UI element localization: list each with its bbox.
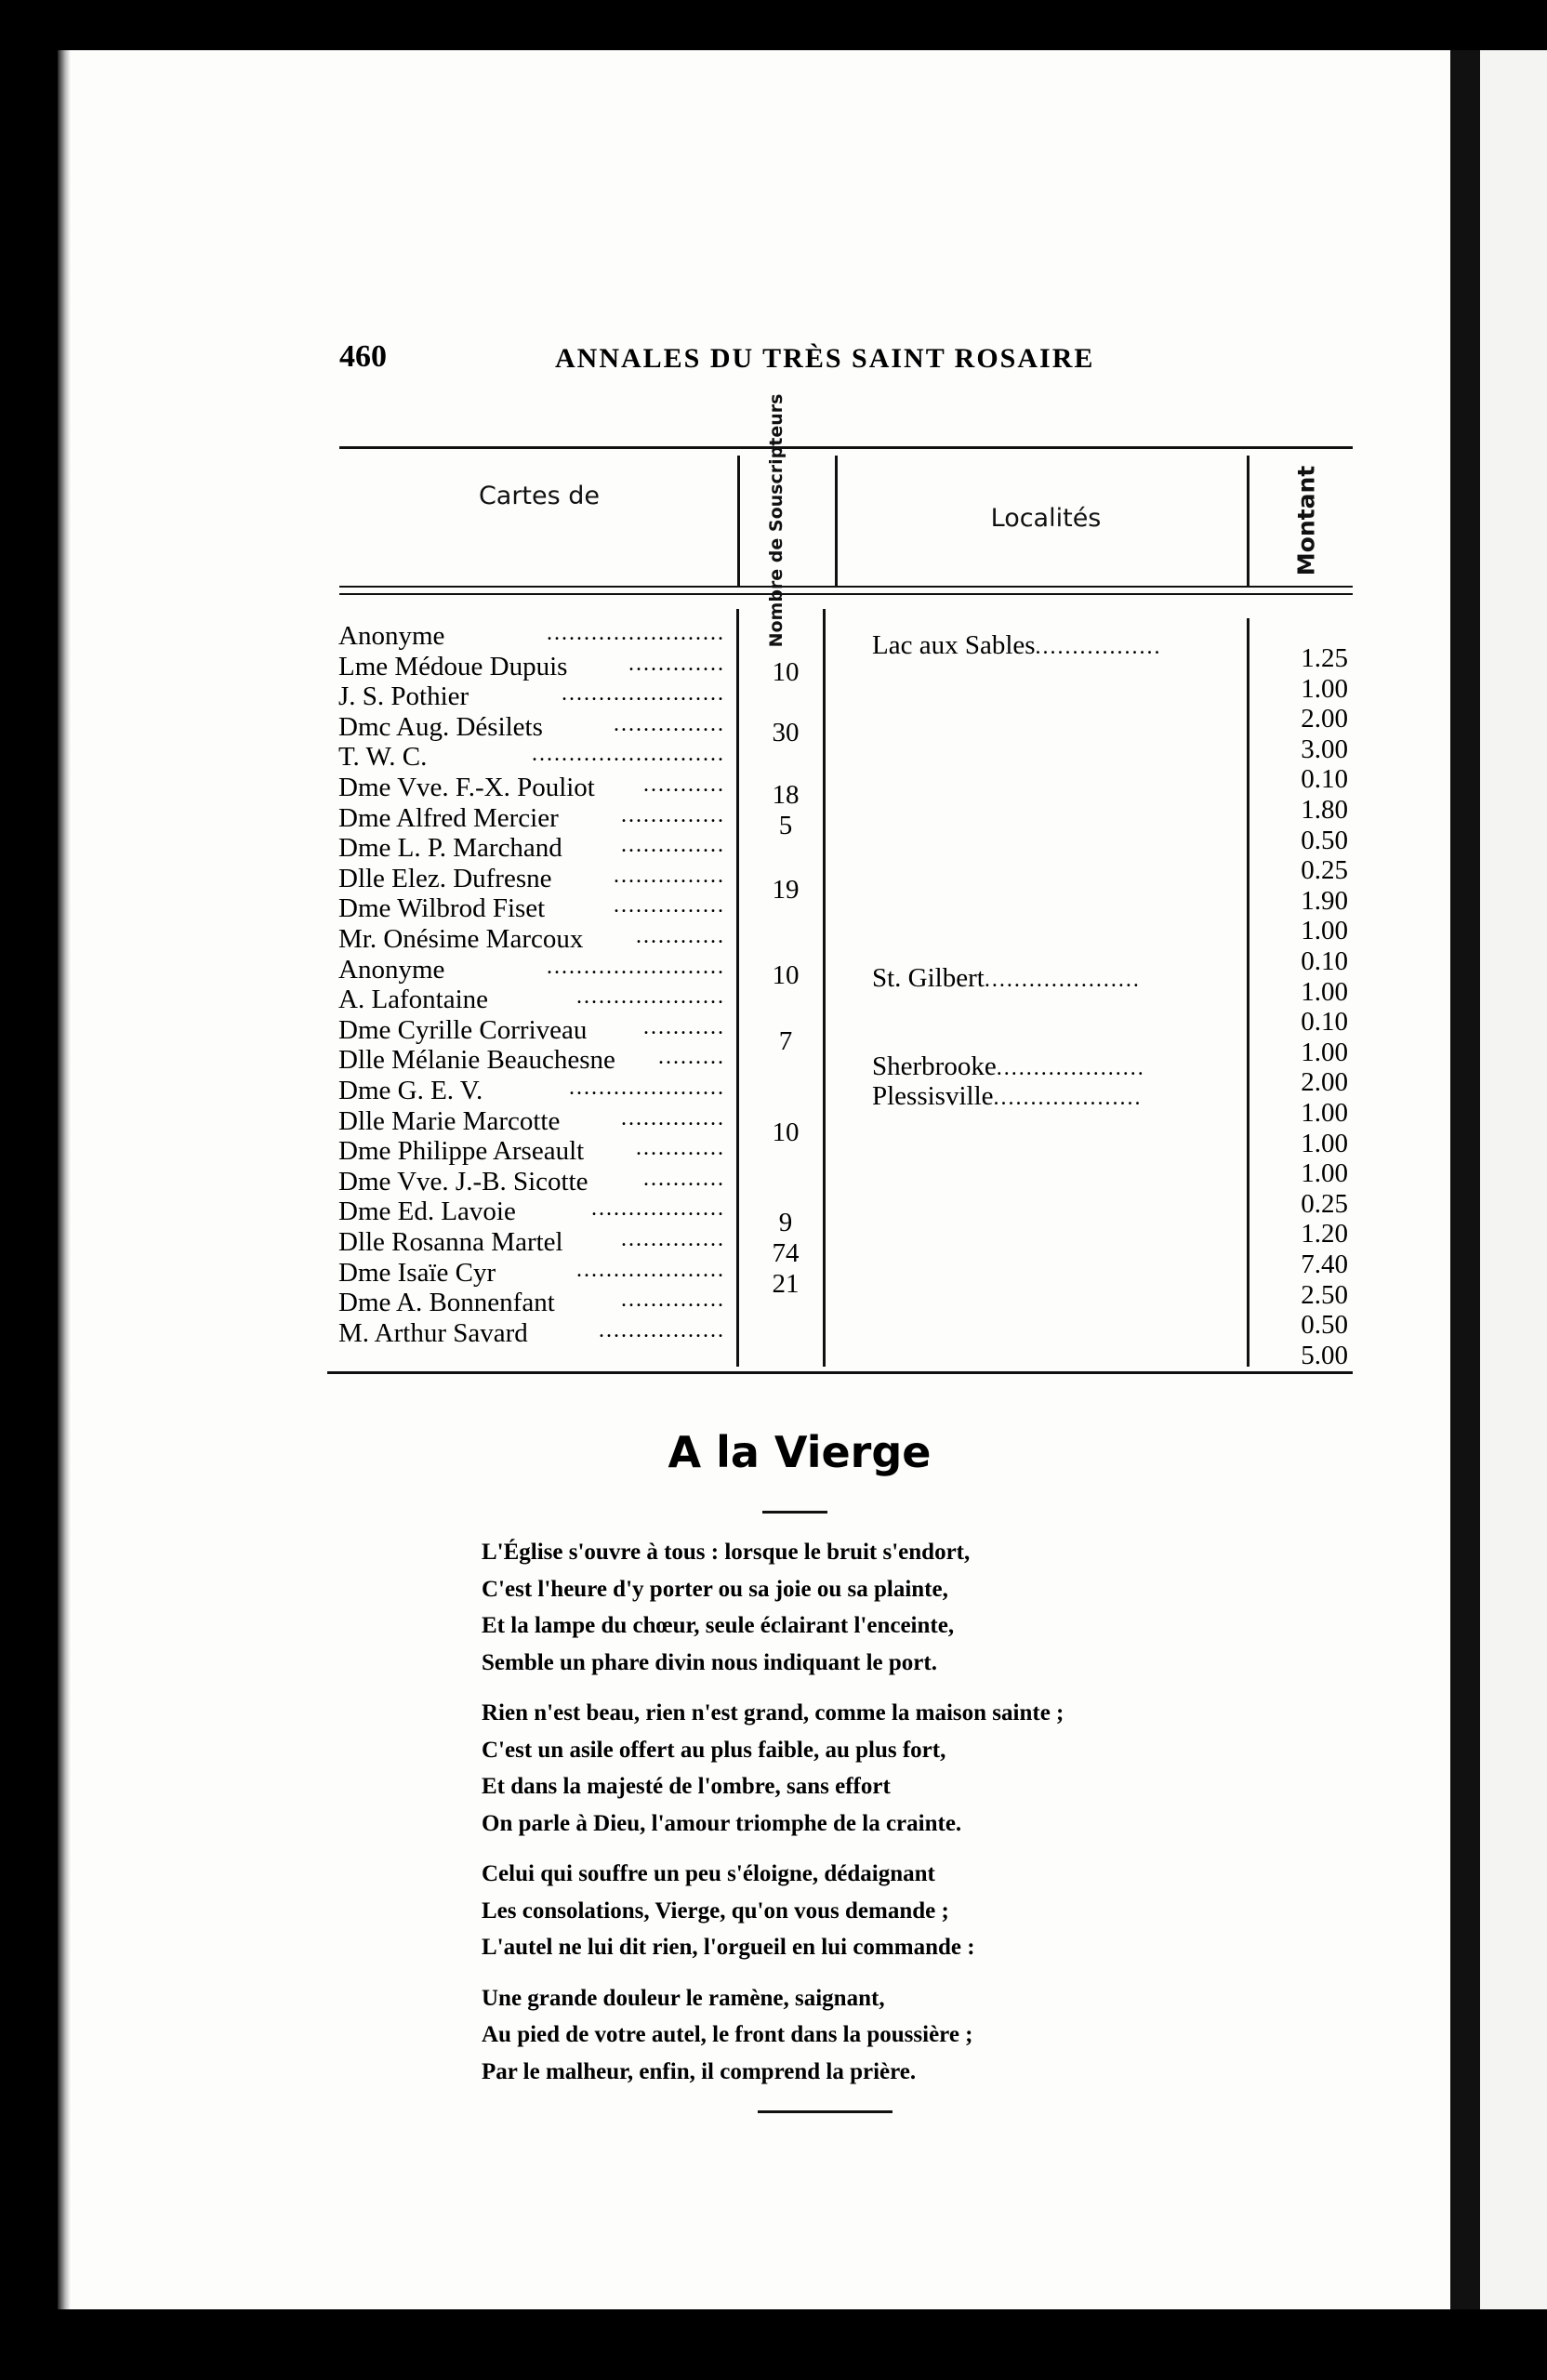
subscriber-name: Anonyme — [338, 954, 445, 985]
subscriber-count: 21 — [772, 1268, 800, 1299]
subscriber-name: Dme L. P. Marchand — [338, 833, 562, 864]
title-rule — [762, 1511, 827, 1514]
subscriber-name: Dlle Elez. Dufresne — [338, 863, 552, 893]
table-row — [338, 1167, 729, 1197]
dot-leader: ........... — [643, 773, 725, 797]
subscriber-name: Dlle Marie Marcotte — [338, 1105, 561, 1136]
page-number: 460 — [339, 339, 387, 374]
subscriber-name: Dmc Aug. Désilets — [338, 711, 543, 742]
table-row — [338, 742, 729, 773]
page-header — [339, 339, 1269, 395]
dot-leader: ........... — [643, 1014, 725, 1039]
subscriber-name: Dme Ed. Lavoie — [338, 1197, 516, 1227]
table-bottom-rule — [327, 1371, 1353, 1374]
column-divider — [835, 456, 838, 586]
closing-rule — [758, 2110, 892, 2113]
subscriber-name: M. Arthur Savard — [338, 1317, 528, 1348]
verse-line: L'Église s'ouvre à tous : lorsque le bruit s'endort, — [482, 1540, 971, 1565]
dot-leader: .................. — [591, 1197, 725, 1222]
amount-cell: 1.00 — [1301, 1158, 1348, 1189]
subscriber-count: 19 — [772, 874, 800, 905]
column-header-montant — [1274, 457, 1339, 583]
verse-line: Semble un phare divin nous indiquant le port. — [482, 1649, 937, 1675]
table-row — [338, 1227, 729, 1258]
verse-line: Les consolations, Vierge, qu'on vous demande ; — [482, 1897, 949, 1924]
table-row — [338, 1318, 729, 1349]
table-row — [338, 621, 729, 652]
amount-cell: 1.00 — [1301, 916, 1348, 946]
column-divider — [1247, 618, 1250, 1367]
amount-cell: 1.00 — [1301, 1037, 1348, 1067]
table-row — [338, 803, 729, 834]
column-header-cartes: Cartes de — [478, 482, 601, 510]
locality: St. Gilbert..................... — [872, 963, 1141, 993]
verse-line: Une grande douleur le ramène, saignant, — [482, 1985, 885, 2011]
dot-leader: ............ — [636, 924, 725, 948]
amount-cell: 0.10 — [1301, 764, 1348, 795]
subscriber-name: Dme Wilbrod Fiset — [338, 893, 546, 924]
dot-leader: ..................... — [984, 968, 1141, 992]
column-header-localites: Localités — [990, 504, 1102, 533]
dot-leader: ........................ — [547, 621, 725, 645]
table-row — [338, 712, 729, 743]
dot-leader: ............... — [614, 893, 725, 919]
amount-cell: 1.90 — [1301, 885, 1348, 916]
dot-leader: .............. — [621, 1105, 725, 1130]
dot-leader: ............... — [614, 711, 725, 736]
dot-leader: .............. — [621, 1288, 725, 1313]
amount-cell: 1.80 — [1301, 795, 1348, 825]
table-row — [338, 1106, 729, 1137]
dot-leader: .............. — [621, 833, 725, 858]
column-divider — [1247, 456, 1250, 586]
dot-leader: .......................... — [532, 742, 725, 767]
table-row — [338, 1258, 729, 1289]
stanza — [482, 1534, 1225, 1681]
dot-leader: .................... — [993, 1086, 1143, 1110]
poem — [482, 1534, 1225, 2104]
locality: Sherbrooke.................... — [872, 1051, 1145, 1081]
page-spine-shadow — [58, 50, 71, 2309]
amount-cell: 5.00 — [1301, 1340, 1348, 1370]
verse-line: C'est l'heure d'y porter ou sa joie ou sa plainte, — [482, 1576, 948, 1602]
subscriber-name: Dme G. E. V. — [338, 1076, 483, 1105]
amount-cell: 0.10 — [1301, 946, 1348, 976]
table-row — [338, 1288, 729, 1318]
subscriber-count: 9 — [778, 1208, 793, 1238]
verse-line: On parle à Dieu, l'amour triomphe de la crainte. — [482, 1810, 962, 1836]
dot-leader: ..................... — [569, 1076, 725, 1100]
table-head-rule — [339, 586, 1353, 588]
amount-cell: 1.25 — [1301, 643, 1348, 673]
table-row — [338, 1045, 729, 1076]
amount-cell: 1.00 — [1301, 1098, 1348, 1128]
subscriber-name: Dlle Mélanie Beauchesne — [338, 1045, 615, 1076]
dot-leader: .............. — [621, 802, 725, 827]
stanza — [482, 1980, 1225, 2091]
column-divider — [736, 609, 739, 1367]
table-top-rule — [339, 446, 1353, 449]
subscriber-name: T. W. C. — [338, 742, 428, 773]
table-row — [338, 773, 729, 803]
subscriber-name: Dme Philippe Arseault — [338, 1136, 585, 1167]
amount-cell: 7.40 — [1301, 1250, 1348, 1279]
table-row — [338, 893, 729, 924]
amount-cell: 0.10 — [1301, 1007, 1348, 1038]
dot-leader: ...................... — [562, 681, 725, 707]
column-header-nombre-label: Nombre de Souscripteurs — [766, 393, 787, 647]
subscriber-count: 10 — [772, 1117, 800, 1147]
amount-cell: 1.00 — [1301, 673, 1348, 704]
table-row — [338, 652, 729, 682]
subscriber-count: 30 — [772, 717, 800, 747]
amount-cell: 1.00 — [1301, 976, 1348, 1007]
subscriber-count: 5 — [778, 810, 793, 840]
verse-line: Par le malheur, enfin, il comprend la prière. — [482, 2058, 917, 2084]
amount-cell: 0.25 — [1301, 1188, 1348, 1219]
subscriber-name: A. Lafontaine — [338, 985, 489, 1015]
amount-cell: 2.00 — [1301, 1067, 1348, 1098]
stanza — [482, 1856, 1225, 1966]
locality: Lac aux Sables................. — [872, 630, 1162, 660]
table-row — [338, 955, 729, 985]
subscriber-name: Anonyme — [338, 621, 445, 651]
table-row — [338, 1015, 729, 1046]
subscriber-name: Dlle Rosanna Martel — [338, 1227, 563, 1257]
verse-line: Rien n'est beau, rien n'est grand, comme la maison sainte ; — [482, 1700, 1064, 1726]
table-row — [338, 833, 729, 864]
amount-cell: 0.50 — [1301, 825, 1348, 855]
subscriber-count: 18 — [772, 780, 800, 810]
table-row — [338, 1076, 729, 1106]
dot-leader: ................. — [599, 1317, 725, 1342]
table-row — [338, 681, 729, 712]
subscriber-name: Lme Médoue Dupuis — [338, 651, 568, 681]
page-edge — [1450, 50, 1480, 2309]
table-row — [338, 985, 729, 1015]
stanza — [482, 1695, 1225, 1842]
subscriber-name: Dme A. Bonnenfant — [338, 1288, 555, 1318]
column-header-nombre — [725, 393, 827, 647]
verse-line: Au pied de votre autel, le front dans la poussière ; — [482, 2022, 973, 2047]
subscriber-name: Mr. Onésime Marcoux — [338, 924, 584, 954]
dot-leader: .................... — [576, 985, 725, 1010]
locality: Plessisville.................... — [872, 1081, 1143, 1111]
verse-line: C'est un asile offert au plus faible, au plus fort, — [482, 1737, 946, 1763]
amount-cell: 0.25 — [1301, 855, 1348, 886]
subscriber-name: Dme Alfred Mercier — [338, 802, 559, 833]
amount-cell: 0.50 — [1301, 1310, 1348, 1341]
table-row — [338, 924, 729, 955]
amount-cell: 1.20 — [1301, 1219, 1348, 1250]
verse-line: Et la lampe du chœur, seule éclairant l'enceinte, — [482, 1613, 955, 1638]
dot-leader: .................... — [576, 1257, 725, 1282]
verse-line: Celui qui souffre un peu s'éloigne, dédaignant — [482, 1861, 935, 1886]
amount-cell: 1.00 — [1301, 1128, 1348, 1158]
verse-line: L'autel ne lui dit rien, l'orgueil en lui commande : — [482, 1935, 975, 1960]
dot-leader: .............. — [621, 1227, 725, 1251]
dot-leader: ............. — [628, 651, 725, 676]
subscriber-name: Dme Isaïe Cyr — [338, 1257, 496, 1288]
next-page-edge — [1480, 50, 1547, 2309]
dot-leader: ................. — [1035, 635, 1162, 659]
amount-cell: 3.00 — [1301, 734, 1348, 764]
dot-leader: .................... — [996, 1056, 1145, 1080]
dot-leader: ............ — [636, 1136, 725, 1161]
subscriber-name: J. S. Pothier — [338, 681, 469, 712]
subscriber-count: 10 — [772, 959, 800, 990]
table-row — [338, 864, 729, 894]
verse-line: Et dans la majesté de l'ombre, sans effort — [482, 1774, 891, 1799]
subscriber-count: 74 — [772, 1238, 800, 1268]
poem-title: A la Vierge — [668, 1427, 932, 1477]
subscriber-name: Dme Cyrille Corriveau — [338, 1014, 588, 1045]
subscriber-count: 7 — [778, 1025, 793, 1056]
subscriber-count: 10 — [772, 656, 800, 687]
amount-cell: 2.50 — [1301, 1279, 1348, 1310]
amount-cell: 2.00 — [1301, 704, 1348, 734]
dot-leader: ............... — [614, 863, 725, 888]
dot-leader: ......... — [658, 1045, 725, 1070]
dot-leader: ........... — [643, 1166, 725, 1191]
table-row — [338, 1197, 729, 1227]
dot-leader: ........................ — [547, 954, 725, 979]
column-header-montant-label: Montant — [1292, 465, 1320, 575]
table-head-rule-second — [339, 593, 1353, 595]
subscriber-name: Dme Vve. J.-B. Sicotte — [338, 1166, 588, 1197]
subscriber-name: Dme Vve. F.-X. Pouliot — [338, 773, 595, 802]
table-row — [338, 1136, 729, 1167]
running-title: ANNALES DU TRÈS SAINT ROSAIRE — [555, 343, 1095, 374]
